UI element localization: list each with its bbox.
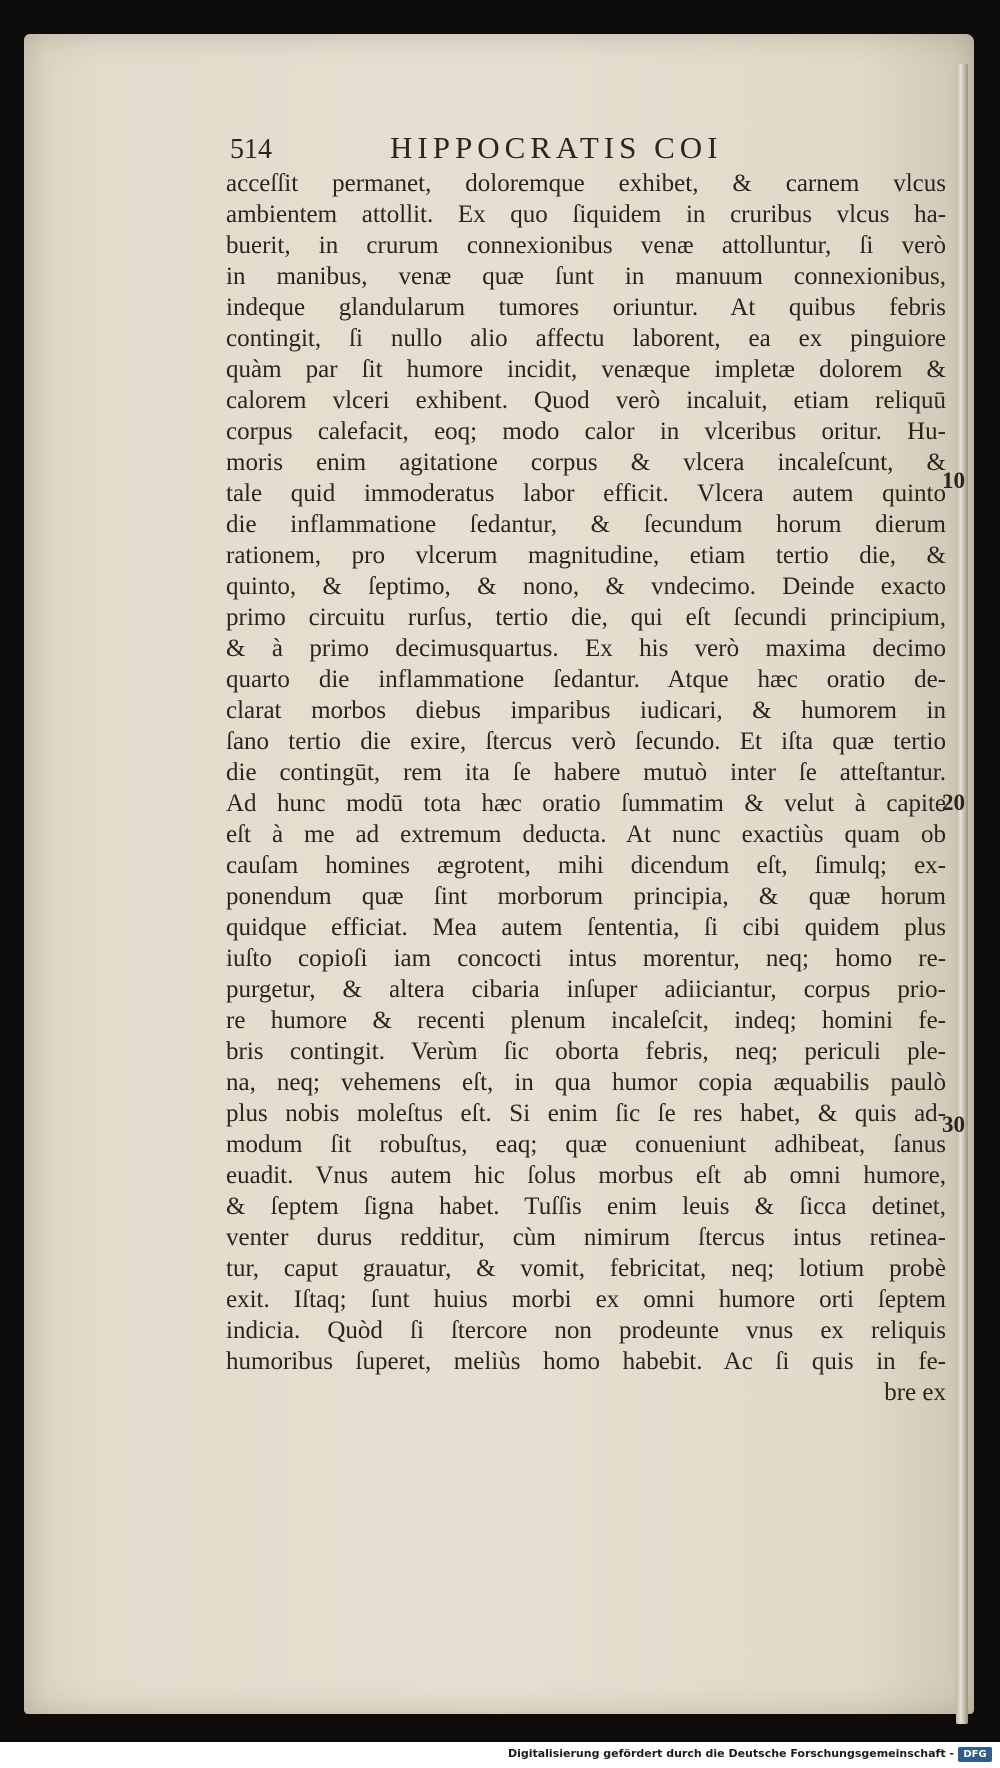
text-line: rationem, pro vlcerum magnitudine, etiam tertio die, &: [226, 542, 946, 569]
text-line: humoribus ſuperet, meliùs homo habebit. Ac ſi quis in fe-: [226, 1348, 946, 1375]
text-line: & à primo decimusquartus. Ex his verò maxima decimo: [226, 635, 946, 662]
line-number-marker: 30: [942, 1112, 965, 1137]
text-line: quarto die inflammatione ſedantur. Atque hæc oratio de-: [226, 666, 946, 693]
catchword: bre ex: [884, 1379, 946, 1406]
text-line: moris enim agitatione corpus & vlcera incaleſcunt, &: [226, 449, 946, 476]
text-line: Ad hunc modū tota hæc oratio ſummatim & velut à capite: [226, 790, 946, 817]
text-line: eſt à me ad extremum deducta. At nunc exactiùs quam ob: [226, 821, 946, 848]
text-line: acceſſit permanet, doloremque exhibet, & carnem vlcus: [226, 170, 946, 197]
text-line: primo circuitu rurſus, tertio die, qui eſt ſecundi principium,: [226, 604, 946, 631]
text-line: tur, caput grauatur, & vomit, febricitat, neq; lotium probè: [226, 1255, 946, 1282]
text-line: die inflammatione ſedantur, & ſecundum horum dierum: [226, 511, 946, 538]
text-line: corpus calefacit, eoq; modo calor in vlceribus oritur. Hu-: [226, 418, 946, 445]
text-line: buerit, in crurum connexionibus venæ attolluntur, ſi verò: [226, 232, 946, 259]
text-line: die contingūt, rem ita ſe habere mutuò inter ſe atteſtantur.: [226, 759, 946, 786]
text-line: na, neq; vehemens eſt, in qua humor copia æquabilis paulò: [226, 1069, 946, 1096]
text-line: tale quid immoderatus labor efficit. Vlcera autem quinto: [226, 480, 946, 507]
text-line: modum ſit robuſtus, eaq; quæ conueniunt adhibeat, ſanus: [226, 1131, 946, 1158]
text-line: plus nobis moleſtus eſt. Si enim ſic ſe res habet, & quis ad-: [226, 1100, 946, 1127]
text-line: in manibus, venæ quæ ſunt in manuum connexionibus,: [226, 263, 946, 290]
funding-credit: Digitalisierung gefördert durch die Deutsche Forschungsgemeinschaft -: [507, 1747, 954, 1760]
text-line: ſano tertio die exire, ſtercus verò ſecundo. Et iſta quæ tertio: [226, 728, 946, 755]
text-line: iuſto copioſi iam concocti intus morentur, neq; homo re-: [226, 945, 946, 972]
text-line: bris contingit. Verùm ſic oborta febris, neq; periculi ple-: [226, 1038, 946, 1065]
text-line: indeque glandularum tumores oriuntur. At quibus febris: [226, 294, 946, 321]
text-line: euadit. Vnus autem hic ſolus morbus eſt ab omni humore,: [226, 1162, 946, 1189]
page-header: [230, 128, 830, 168]
text-line: quàm par ſit humore incidit, venæque impletæ dolorem &: [226, 356, 946, 383]
page-number: 514: [230, 134, 272, 165]
text-line: clarat morbos diebus imparibus iudicari, & humorem in: [226, 697, 946, 724]
digitization-footer: [0, 1742, 1000, 1768]
body-text: [226, 168, 946, 1408]
text-line: indicia. Quòd ſi ſtercore non prodeunte vnus ex reliquis: [226, 1317, 946, 1344]
text-line: purgetur, & altera cibaria inſuper adiiciantur, corpus prio-: [226, 976, 946, 1003]
text-line: ambientem attollit. Ex quo ſiquidem in cruribus vlcus ha-: [226, 201, 946, 228]
text-line: ponendum quæ ſint morborum principia, & quæ horum: [226, 883, 946, 910]
text-line: re humore & recenti plenum incaleſcit, indeq; homini fe-: [226, 1007, 946, 1034]
text-line: quidque efficiat. Mea autem ſententia, ſi cibi quidem plus: [226, 914, 946, 941]
text-line: quinto, & ſeptimo, & nono, & vndecimo. Deinde exacto: [226, 573, 946, 600]
text-line: contingit, ſi nullo alio affectu laborent, ea ex pinguiore: [226, 325, 946, 352]
text-line: cauſam homines ægrotent, mihi dicendum eſt, ſimulq; ex-: [226, 852, 946, 879]
line-number-marker: 20: [942, 790, 965, 815]
text-line: exit. Iſtaq; ſunt huius morbi ex omni humore orti ſeptem: [226, 1286, 946, 1313]
text-line: & ſeptem ſigna habet. Tuſſis enim leuis & ſicca detinet,: [226, 1193, 946, 1220]
running-head: HIPPOCRATIS COI: [390, 130, 723, 165]
line-number-marker: 10: [942, 468, 965, 493]
page-edge: [956, 64, 968, 1724]
dfg-logo: DFG: [958, 1747, 992, 1762]
text-line: calorem vlceri exhibent. Quod verò incaluit, etiam reliquū: [226, 387, 946, 414]
text-line: venter durus redditur, cùm nimirum ſtercus intus retinea-: [226, 1224, 946, 1251]
